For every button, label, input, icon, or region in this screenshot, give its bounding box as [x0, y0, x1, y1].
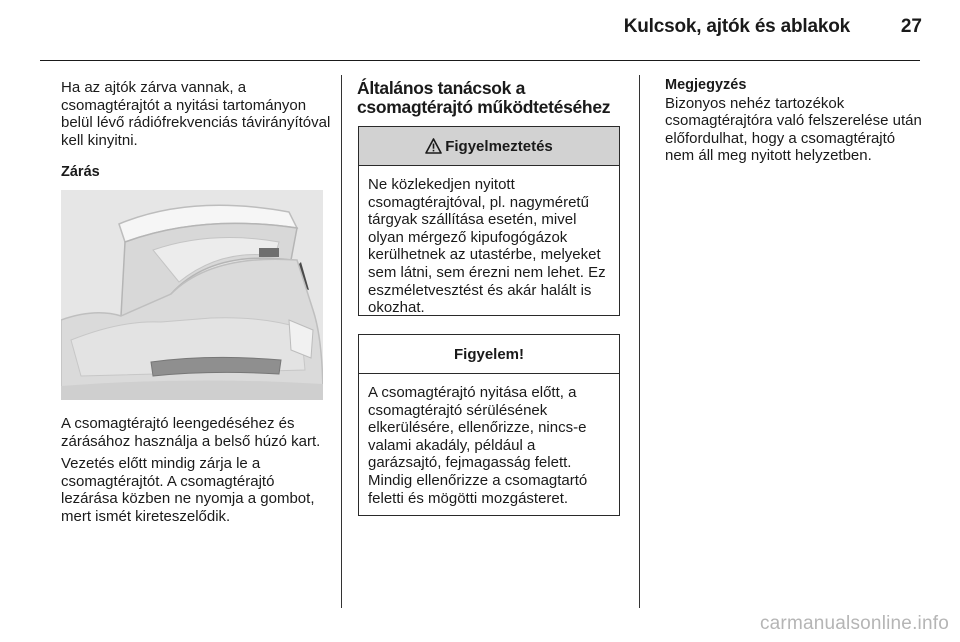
page-header-title: Kulcsok, ajtók és ablakok: [623, 16, 850, 37]
open-tailgate-illustration: [61, 190, 323, 400]
lowering-text: A csomagtérajtó leengedéséhez és zárásához használja a belső húzó kart.: [61, 415, 321, 450]
note-title: Megjegyzés: [665, 77, 747, 93]
caution-box-header: [359, 335, 619, 374]
note-block: [665, 77, 927, 165]
warning-box-title: Figyelmeztetés: [445, 137, 553, 155]
intro-paragraph: [61, 79, 333, 154]
header-rule: [40, 60, 920, 61]
page-number: 27: [900, 16, 922, 37]
note-text: Bizonyos nehéz tartozékok csomagtérajtóra való felszerelése után előfordulhat, hogy a csomagtérajtó nem áll meg nyitott helyzetben.: [665, 94, 922, 165]
caution-box-text: A csomagtérajtó nyitása előtt, a csomagtérajtó sérülésének elkerülésére, ellenőrizze, nincs-e valami akadály, például a garázsajtó, fejmagasság felett. Mindig ellenőrizze a csomagtartó feletti és mögötti mozgásteret.: [368, 384, 588, 507]
warning-triangle-icon: [425, 138, 442, 154]
caution-box: [358, 334, 620, 516]
intro-text: Ha az ajtók zárva vannak, a csomagtérajtót a nyitási tartományon belül lévő rádiófrekvenciás távirányítóval kell kinyitni.: [61, 79, 331, 149]
closing-subheading: Zárás: [61, 164, 100, 180]
column-divider-right: [639, 75, 640, 608]
section-heading: Általános tanácsok a csomagtérajtó működtetéséhez: [357, 78, 611, 117]
column-divider-left: [341, 75, 342, 608]
warning-box-header: [359, 127, 619, 166]
watermark: carmanualsonline.info: [759, 613, 949, 634]
caution-box-title: Figyelem!: [453, 345, 525, 363]
lock-before-driving-text: Vezetés előtt mindig zárja le a csomagtérajtót. A csomagtérajtó lezárása közben ne nyomja a gombot, mert ismét kireteszelődik.: [61, 455, 315, 525]
warning-box-text: Ne közlekedjen nyitott csomagtérajtóval, pl. nagyméretű tárgyak szállítása esetén, mivel olyan mérgező kipufogógázok kerülhetnek az utastérbe, melyeket sem látni, sem érezni nem lehet. Ez eszméletvesztést és akár halált is okozhat.: [368, 176, 606, 317]
tailgate-drawing: [61, 190, 323, 400]
tailgate-lowering-paragraph: [61, 415, 333, 531]
warning-box: [358, 126, 620, 316]
